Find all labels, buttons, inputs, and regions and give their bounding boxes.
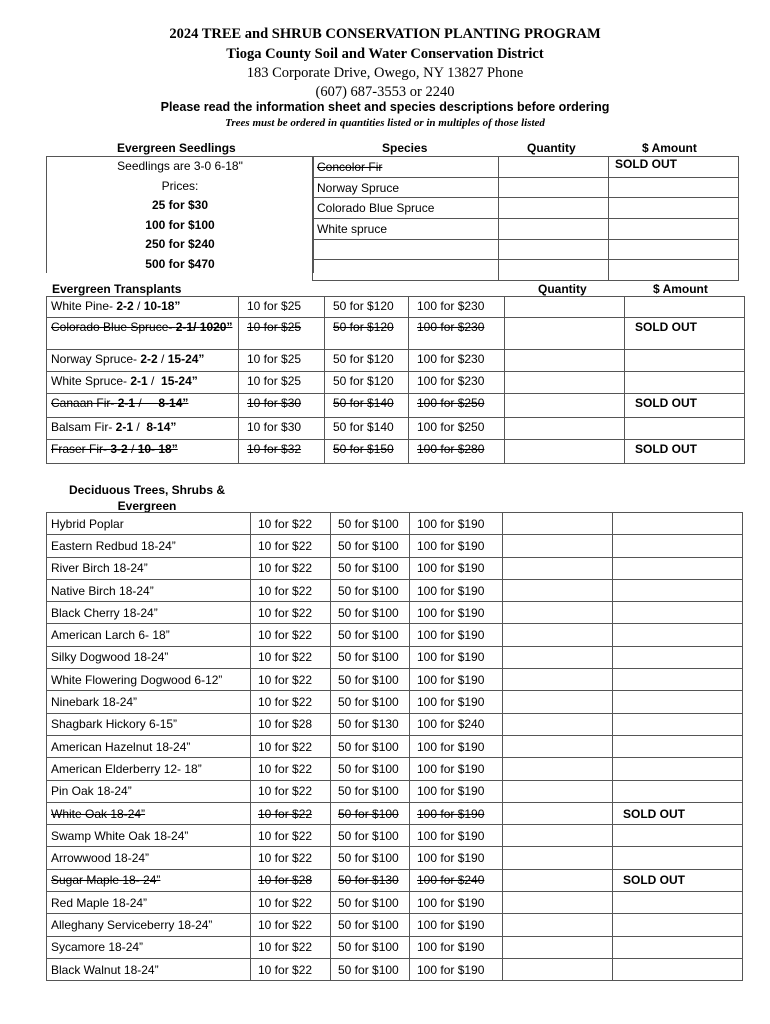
- price-tier: 25 for $30: [151, 198, 209, 212]
- table-row: [313, 198, 739, 219]
- quantity-cell[interactable]: [499, 219, 609, 240]
- quantity-cell[interactable]: [503, 825, 613, 847]
- species-age: 2-1: [117, 396, 136, 410]
- species-cell: Concolor Fir: [313, 157, 499, 178]
- species-cell: Black Walnut 18-24”: [47, 958, 251, 980]
- quantity-cell[interactable]: [499, 198, 609, 219]
- amount-cell: [613, 713, 743, 735]
- amount-cell: SOLD OUT: [609, 157, 739, 178]
- price-cell: 50 for $100: [331, 691, 410, 713]
- species-age: 3-2: [110, 442, 128, 456]
- quantity-cell[interactable]: [503, 847, 613, 869]
- price-cell: 100 for $190: [410, 602, 503, 624]
- species-age: 2-2: [116, 299, 134, 313]
- address-line: 183 Corporate Drive, Owego, NY 13827 Phone: [246, 65, 524, 81]
- price-cell: 100 for $230: [409, 318, 505, 350]
- price-cell: 100 for $190: [410, 825, 503, 847]
- quantity-cell[interactable]: [499, 157, 609, 178]
- table-row: [47, 758, 743, 780]
- species-cell: Pin Oak 18-24”: [47, 780, 251, 802]
- price-cell: 10 for $25: [239, 297, 325, 318]
- table-row: [47, 825, 743, 847]
- price-cell: 50 for $100: [331, 624, 410, 646]
- table-row: [47, 669, 743, 691]
- quantity-cell[interactable]: [505, 440, 625, 464]
- species-cell: Arrowwood 18-24”: [47, 847, 251, 869]
- amount-cell: [609, 177, 739, 198]
- quantity-cell[interactable]: [503, 914, 613, 936]
- amount-cell: [613, 669, 743, 691]
- species-cell: Silky Dogwood 18-24”: [47, 646, 251, 668]
- species-cell: [47, 318, 239, 350]
- amount-cell: [613, 535, 743, 557]
- species-cell: American Hazelnut 18-24”: [47, 735, 251, 757]
- price-cell: 50 for $100: [331, 513, 410, 535]
- price-cell: 10 for $25: [239, 350, 325, 372]
- species-size: 10-18”: [143, 299, 181, 313]
- quantity-cell[interactable]: [503, 892, 613, 914]
- price-cell: 10 for $25: [239, 372, 325, 394]
- species-size: 8-14”: [146, 420, 177, 434]
- price-tier: 100 for $100: [145, 217, 215, 232]
- price-cell: 10 for $22: [251, 936, 331, 958]
- quantity-cell[interactable]: [503, 557, 613, 579]
- price-cell: 10 for $28: [251, 713, 331, 735]
- seedlings-age-text: Seedlings are 3-0 6-18": [117, 159, 243, 173]
- table-row: [47, 713, 743, 735]
- quantity-cell[interactable]: [503, 535, 613, 557]
- price-cell: 10 for $22: [251, 691, 331, 713]
- species-cell: [47, 297, 239, 318]
- price-cell: 100 for $240: [410, 713, 503, 735]
- price-cell: 50 for $100: [331, 914, 410, 936]
- quantity-cell[interactable]: [503, 713, 613, 735]
- price-cell: 100 for $190: [410, 513, 503, 535]
- species-name: White Pine-: [51, 299, 117, 313]
- price-cell: 100 for $230: [409, 297, 505, 318]
- amount-cell: [613, 557, 743, 579]
- seedlings-order-table: [312, 156, 739, 281]
- price-cell: 100 for $190: [410, 624, 503, 646]
- price-cell: 10 for $22: [251, 735, 331, 757]
- amount-cell: [609, 260, 739, 281]
- table-row: [47, 735, 743, 757]
- species-separator: /: [157, 352, 168, 366]
- species-size: 8-14”: [158, 396, 189, 410]
- quantity-cell[interactable]: [499, 239, 609, 260]
- amount-cell: [613, 646, 743, 668]
- table-row: [47, 350, 745, 372]
- price-cell: 100 for $240: [410, 869, 503, 891]
- price-cell: 50 for $100: [331, 579, 410, 601]
- quantity-cell[interactable]: [503, 936, 613, 958]
- table-row: [47, 892, 743, 914]
- species-age: 2-1/: [175, 320, 197, 334]
- prices-label: Prices:: [161, 178, 199, 193]
- deciduous-heading: [52, 482, 242, 514]
- price-cell: 10 for $22: [251, 892, 331, 914]
- species-separator: /: [135, 396, 159, 410]
- price-cell: 100 for $190: [410, 892, 503, 914]
- quantity-cell[interactable]: [505, 297, 625, 318]
- amount-cell: [613, 579, 743, 601]
- species-separator: /: [133, 420, 147, 434]
- amount-cell: [613, 780, 743, 802]
- table-row: [47, 513, 743, 535]
- species-cell: American Elderberry 12- 18”: [47, 758, 251, 780]
- price-cell: 100 for $280: [409, 440, 505, 464]
- price-cell: 10 for $22: [251, 646, 331, 668]
- table-row: [313, 157, 739, 178]
- species-cell: Alleghany Serviceberry 18-24”: [47, 914, 251, 936]
- table-row: [47, 579, 743, 601]
- quantity-cell[interactable]: [505, 350, 625, 372]
- species-age: 2-1: [130, 374, 148, 388]
- species-size: 15-24”: [167, 352, 205, 366]
- transplants-quantity-heading: Quantity: [538, 282, 587, 296]
- species-cell: White spruce: [313, 219, 499, 240]
- price-cell: 50 for $100: [331, 535, 410, 557]
- price-tier: 500 for $470: [145, 256, 215, 271]
- species-cell: [47, 440, 239, 464]
- price-cell: 10 for $28: [251, 869, 331, 891]
- quantity-cell[interactable]: [503, 691, 613, 713]
- table-row: [47, 847, 743, 869]
- price-cell: 50 for $100: [331, 958, 410, 980]
- price-cell: 50 for $140: [325, 418, 409, 440]
- quantity-cell[interactable]: [505, 394, 625, 418]
- price-cell: 50 for $120: [325, 350, 409, 372]
- amount-cell: SOLD OUT: [613, 869, 743, 891]
- price-cell: 100 for $190: [410, 579, 503, 601]
- quantity-cell[interactable]: [505, 418, 625, 440]
- price-cell: 100 for $190: [410, 691, 503, 713]
- table-row: [47, 602, 743, 624]
- price-cell: 10 for $22: [251, 847, 331, 869]
- species-cell: [313, 239, 499, 260]
- price-cell: 10 for $22: [251, 780, 331, 802]
- price-cell: 10 for $22: [251, 557, 331, 579]
- amount-cell: [609, 198, 739, 219]
- amount-cell: SOLD OUT: [625, 318, 745, 350]
- price-cell: 100 for $250: [409, 394, 505, 418]
- quantity-cell[interactable]: [503, 780, 613, 802]
- species-cell: Norway Spruce: [313, 177, 499, 198]
- seedlings-info-box: [46, 156, 314, 273]
- price-cell: 100 for $230: [409, 350, 505, 372]
- table-row: [47, 869, 743, 891]
- price-cell: 100 for $190: [410, 758, 503, 780]
- quantity-cell[interactable]: [503, 735, 613, 757]
- quantity-cell[interactable]: [505, 318, 625, 350]
- amount-cell: [613, 624, 743, 646]
- price-cell: 50 for $100: [331, 735, 410, 757]
- price-cell: 10 for $30: [239, 418, 325, 440]
- table-row: [47, 691, 743, 713]
- price-cell: 100 for $190: [410, 535, 503, 557]
- amount-cell: [613, 691, 743, 713]
- price-cell: 50 for $100: [331, 802, 410, 824]
- phone-line: (607) 687-3553 or 2240: [315, 84, 455, 100]
- amount-cell: SOLD OUT: [613, 802, 743, 824]
- species-name: Balsam Fir-: [51, 420, 116, 434]
- species-cell: Colorado Blue Spruce: [313, 198, 499, 219]
- species-cell: Sycamore 18-24”: [47, 936, 251, 958]
- amount-cell: [613, 892, 743, 914]
- table-row: [47, 780, 743, 802]
- price-cell: 50 for $100: [331, 758, 410, 780]
- price-cell: 100 for $190: [410, 914, 503, 936]
- price-cell: 10 for $32: [239, 440, 325, 464]
- species-cell: [47, 350, 239, 372]
- amount-cell: [625, 418, 745, 440]
- price-cell: 10 for $22: [251, 758, 331, 780]
- price-cell: 10 for $30: [239, 394, 325, 418]
- amount-cell: [625, 297, 745, 318]
- quantity-cell[interactable]: [503, 513, 613, 535]
- price-cell: 10 for $22: [251, 535, 331, 557]
- amount-cell: [613, 958, 743, 980]
- species-name: Canaan Fir-: [51, 396, 118, 410]
- table-row: [313, 219, 739, 240]
- quantity-notice: Trees must be ordered in quantities listed or in multiples of those listed: [225, 117, 545, 129]
- table-row: [47, 802, 743, 824]
- quantity-cell[interactable]: [499, 177, 609, 198]
- price-cell: 50 for $100: [331, 847, 410, 869]
- price-cell: 100 for $190: [410, 802, 503, 824]
- quantity-cell[interactable]: [499, 260, 609, 281]
- price-cell: 100 for $190: [410, 847, 503, 869]
- table-row: [47, 440, 745, 464]
- species-cell: River Birch 18-24”: [47, 557, 251, 579]
- price-cell: 100 for $190: [410, 557, 503, 579]
- species-cell: Hybrid Poplar: [47, 513, 251, 535]
- species-cell: Ninebark 18-24”: [47, 691, 251, 713]
- species-cell: [47, 418, 239, 440]
- price-cell: 50 for $100: [331, 557, 410, 579]
- price-cell: 50 for $130: [331, 713, 410, 735]
- price-cell: 50 for $100: [331, 936, 410, 958]
- price-cell: 10 for $22: [251, 914, 331, 936]
- transplants-table: [46, 296, 745, 464]
- price-cell: 50 for $130: [331, 869, 410, 891]
- amount-cell: [625, 372, 745, 394]
- species-separator: /: [127, 442, 138, 456]
- amount-cell: [609, 219, 739, 240]
- price-cell: 100 for $190: [410, 936, 503, 958]
- price-cell: 100 for $190: [410, 646, 503, 668]
- table-row: [47, 646, 743, 668]
- reading-notice: Please read the information sheet and species descriptions before ordering: [160, 100, 610, 114]
- species-cell: Red Maple 18-24”: [47, 892, 251, 914]
- quantity-cell[interactable]: [503, 869, 613, 891]
- quantity-cell[interactable]: [503, 646, 613, 668]
- table-row: [313, 239, 739, 260]
- species-cell: White Oak 18-24”: [47, 802, 251, 824]
- seedlings-quantity-heading: Quantity: [527, 141, 576, 155]
- seedlings-amount-heading: $ Amount: [642, 141, 697, 155]
- amount-cell: SOLD OUT: [625, 440, 745, 464]
- table-row: [47, 958, 743, 980]
- deciduous-heading-line: Deciduous Trees, Shrubs &: [68, 483, 226, 497]
- quantity-cell[interactable]: [503, 602, 613, 624]
- species-cell: [47, 372, 239, 394]
- species-column-heading: Species: [382, 141, 428, 155]
- species-cell: American Larch 6- 18”: [47, 624, 251, 646]
- amount-cell: [609, 239, 739, 260]
- species-cell: Native Birch 18-24”: [47, 579, 251, 601]
- price-cell: 100 for $250: [409, 418, 505, 440]
- table-row: [313, 260, 739, 281]
- amount-cell: SOLD OUT: [625, 394, 745, 418]
- price-cell: 50 for $150: [325, 440, 409, 464]
- species-size: 10- 18”: [137, 442, 178, 456]
- program-title: 2024 TREE and SHRUB CONSERVATION PLANTING PROGRAM: [169, 26, 601, 42]
- transplants-heading: Evergreen Transplants: [52, 282, 182, 296]
- species-cell: Shagbark Hickory 6-15”: [47, 713, 251, 735]
- table-row: [47, 557, 743, 579]
- quantity-cell[interactable]: [503, 669, 613, 691]
- price-cell: 50 for $100: [331, 669, 410, 691]
- species-size: 15-24”: [161, 374, 198, 388]
- price-cell: 100 for $190: [410, 958, 503, 980]
- transplants-amount-heading: $ Amount: [653, 282, 708, 296]
- price-cell: 50 for $100: [331, 825, 410, 847]
- price-cell: 50 for $100: [331, 780, 410, 802]
- table-row: [313, 177, 739, 198]
- quantity-cell[interactable]: [503, 579, 613, 601]
- species-name: Fraser Fir-: [51, 442, 111, 456]
- organization-name: Tioga County Soil and Water Conservation District: [226, 46, 544, 62]
- species-cell: [47, 394, 239, 418]
- price-cell: 50 for $120: [325, 297, 409, 318]
- deciduous-heading-line: Evergreen: [117, 499, 177, 513]
- species-cell: Black Cherry 18-24”: [47, 602, 251, 624]
- quantity-cell[interactable]: [505, 372, 625, 394]
- species-age: 2-2: [140, 352, 158, 366]
- table-row: [47, 372, 745, 394]
- species-name: White Spruce-: [51, 374, 131, 388]
- price-cell: 10 for $22: [251, 602, 331, 624]
- price-cell: 50 for $120: [325, 318, 409, 350]
- amount-cell: [613, 735, 743, 757]
- table-row: [47, 394, 745, 418]
- species-cell: Sugar Maple 18- 24”: [47, 869, 251, 891]
- quantity-cell[interactable]: [503, 624, 613, 646]
- price-cell: 50 for $100: [331, 892, 410, 914]
- table-row: [47, 936, 743, 958]
- species-size: 1020”: [199, 320, 233, 334]
- species-name: Colorado Blue Spruce-: [51, 320, 176, 334]
- table-row: [47, 318, 745, 350]
- price-cell: 10 for $22: [251, 958, 331, 980]
- price-cell: 100 for $190: [410, 780, 503, 802]
- species-cell: Eastern Redbud 18-24”: [47, 535, 251, 557]
- price-cell: 50 for $100: [331, 602, 410, 624]
- seedlings-heading: Evergreen Seedlings: [117, 141, 236, 155]
- price-cell: 10 for $22: [251, 669, 331, 691]
- table-row: [47, 418, 745, 440]
- price-cell: 10 for $22: [251, 802, 331, 824]
- amount-cell: [613, 936, 743, 958]
- quantity-cell[interactable]: [503, 958, 613, 980]
- species-cell: White Flowering Dogwood 6-12”: [47, 669, 251, 691]
- price-cell: 50 for $140: [325, 394, 409, 418]
- table-row: [47, 297, 745, 318]
- amount-cell: [613, 758, 743, 780]
- quantity-cell[interactable]: [503, 758, 613, 780]
- species-separator: /: [133, 299, 144, 313]
- price-cell: 10 for $22: [251, 624, 331, 646]
- price-cell: 10 for $22: [251, 825, 331, 847]
- table-row: [47, 914, 743, 936]
- species-separator: /: [147, 374, 162, 388]
- price-tier: 250 for $240: [145, 237, 215, 251]
- price-cell: 10 for $22: [251, 513, 331, 535]
- species-cell: Swamp White Oak 18-24”: [47, 825, 251, 847]
- table-row: [47, 535, 743, 557]
- amount-cell: [625, 350, 745, 372]
- price-cell: 50 for $120: [325, 372, 409, 394]
- species-name: Norway Spruce-: [51, 352, 141, 366]
- price-cell: 10 for $25: [239, 318, 325, 350]
- amount-cell: [613, 825, 743, 847]
- deciduous-table: [46, 512, 743, 981]
- species-cell: [313, 260, 499, 281]
- amount-cell: [613, 847, 743, 869]
- quantity-cell[interactable]: [503, 802, 613, 824]
- amount-cell: [613, 513, 743, 535]
- amount-cell: [613, 602, 743, 624]
- price-cell: 50 for $100: [331, 646, 410, 668]
- price-cell: 100 for $230: [409, 372, 505, 394]
- species-age: 2-1: [115, 420, 134, 434]
- price-cell: 100 for $190: [410, 669, 503, 691]
- price-cell: 100 for $190: [410, 735, 503, 757]
- amount-cell: [613, 914, 743, 936]
- table-row: [47, 624, 743, 646]
- price-cell: 10 for $22: [251, 579, 331, 601]
